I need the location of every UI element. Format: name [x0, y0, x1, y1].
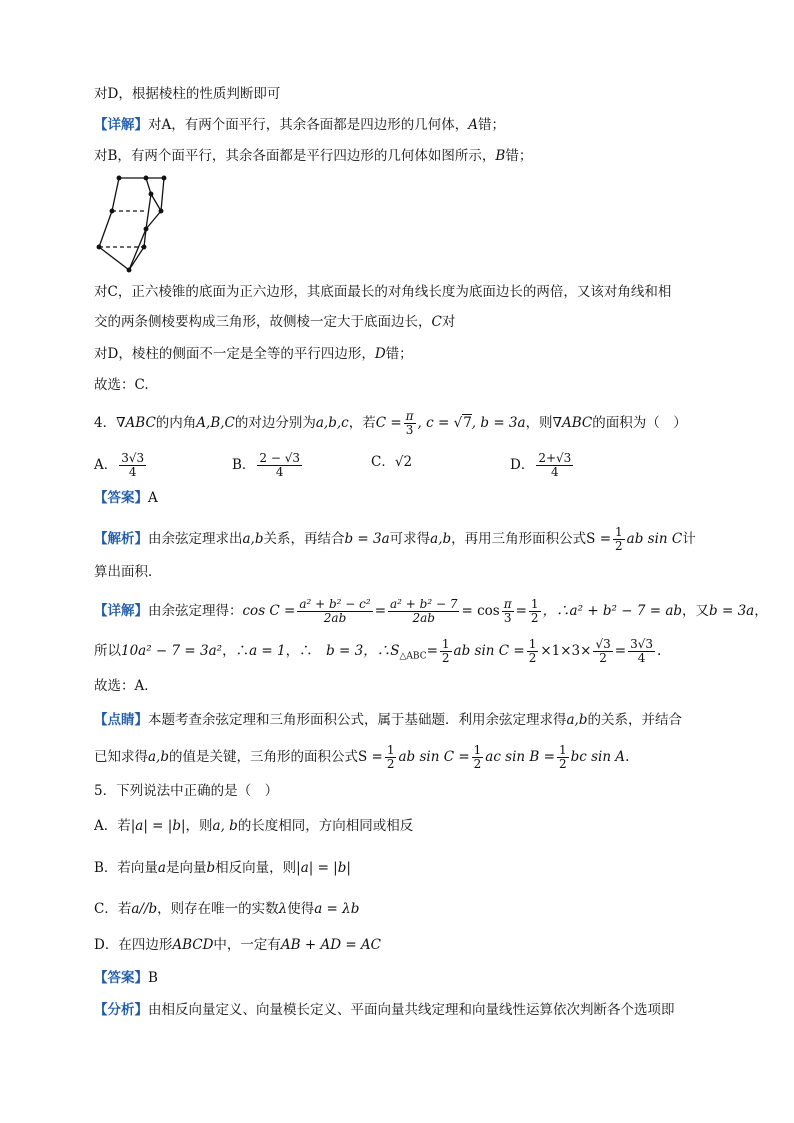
text: 关系，再结合 — [263, 531, 345, 547]
math: a,b — [430, 531, 452, 547]
text: 由相反向量定义、向量模长定义、平面向量共线定理和向量线性运算依次判断各个选项即 — [148, 1002, 675, 1018]
text: 所以 — [94, 643, 121, 659]
text: 中，一定有 — [213, 937, 281, 953]
numerator: 2+√3 — [538, 451, 572, 465]
math: b = 3 — [326, 643, 364, 659]
q5-option-c[interactable] — [94, 899, 359, 919]
fraction — [593, 638, 612, 665]
text: ，∴ — [222, 643, 250, 659]
numerator: a² + b² − c² — [299, 597, 371, 611]
text: ， — [754, 603, 768, 619]
text: ，则存在唯一的实数 — [157, 901, 279, 917]
fraction — [440, 638, 452, 665]
denominator: 2 — [473, 757, 482, 771]
denominator: 4 — [637, 651, 646, 665]
math: C — [431, 314, 442, 330]
text: 算出面积． — [94, 564, 162, 580]
math: . — [656, 643, 662, 659]
numerator: 1 — [473, 743, 482, 757]
fraction — [388, 598, 459, 625]
math: a,b — [148, 749, 169, 765]
fraction — [257, 452, 302, 479]
text: 是向量 — [165, 860, 207, 876]
numerator: a² + b² − 7 — [390, 597, 458, 611]
math: b = 3a — [344, 531, 390, 547]
text: ，∴ — [285, 643, 327, 659]
q5-stem — [94, 781, 278, 801]
numerator: √3 — [595, 637, 611, 651]
line-c-2 — [94, 312, 455, 332]
text: 5．下列说法中正确的是（ ） — [94, 783, 279, 799]
text: 错； — [385, 346, 413, 362]
text: 对 — [441, 314, 456, 330]
text: 由余弦定理得： — [148, 603, 243, 619]
numerator: 1 — [386, 743, 395, 757]
option-label: D． — [510, 457, 535, 473]
answer-value: A — [148, 490, 158, 506]
text: A．若 — [94, 818, 131, 834]
option-label: B． — [232, 457, 256, 473]
text: 的长度相同，方向相同或相反 — [237, 818, 414, 834]
text: 使得 — [287, 901, 315, 917]
fraction — [502, 598, 514, 625]
denominator: 2ab — [412, 611, 435, 625]
q4-comment-1 — [94, 710, 682, 730]
q4-comment-2 — [94, 744, 629, 771]
text: 错； — [478, 117, 505, 133]
choice-line — [94, 375, 149, 395]
q5-analysis — [94, 1000, 675, 1020]
math: ab sin C = — [398, 749, 470, 765]
text: 错； — [505, 148, 533, 164]
math: = — [374, 603, 387, 619]
denominator: 2 — [615, 539, 623, 553]
numerator: 2 − √3 — [259, 451, 301, 465]
text: D．在四边形 — [94, 937, 173, 953]
text: 故选：C. — [94, 377, 149, 393]
numerator: 1 — [530, 597, 539, 611]
text: 相反向量，则 — [215, 860, 297, 876]
fraction — [529, 598, 541, 625]
numerator: 3√3 — [121, 451, 145, 465]
numerator: 1 — [615, 525, 623, 539]
q4-stem: 4．∇ABC的内角A,B,C的对边分别为a,b,c，若C = $\frac{\pi}{3}$ , c = √7, b = 3a，则∇ABC的面积为（ ） — [94, 409, 687, 437]
q4-detail-2 — [94, 638, 661, 667]
math: D — [374, 346, 386, 362]
analysis-tag: 【解析】 — [94, 531, 148, 547]
math: B — [495, 148, 506, 164]
math: ab sin C = — [453, 643, 525, 659]
option-value: √2 — [394, 454, 413, 470]
math: bc sin A — [570, 749, 626, 765]
math: C = — [375, 415, 402, 431]
text: C．若 — [94, 901, 132, 917]
math: ，∴a² + b² − 7 = ab — [542, 603, 683, 619]
math: b = 3a — [709, 603, 755, 619]
line-c-1 — [94, 282, 671, 302]
q5-option-a[interactable] — [94, 816, 413, 836]
comment-tag: 【点睛】 — [94, 712, 148, 728]
text: 故选：A． — [94, 678, 158, 694]
fraction — [472, 744, 484, 771]
math: a = 1 — [249, 643, 286, 659]
math: = — [614, 643, 627, 659]
text: ，又 — [682, 603, 710, 619]
q5-answer — [94, 968, 158, 988]
math: = — [426, 643, 438, 659]
detail-line-a — [94, 115, 505, 135]
answer-value: B — [148, 970, 158, 986]
fraction — [628, 638, 655, 665]
numerator: π — [405, 409, 414, 423]
fraction — [297, 598, 372, 625]
q4-choice — [94, 676, 158, 696]
prism-figure — [94, 172, 174, 274]
text: 对D，棱柱的侧面不一定是全等的平行四边形， — [94, 346, 375, 362]
text: 本题考查余弦定理和三角形面积公式，属于基础题．利用余弦定理求得 — [148, 712, 567, 728]
denominator: 4 — [128, 465, 137, 479]
denominator: 2ab — [323, 611, 347, 625]
q4-answer — [94, 488, 158, 508]
q4-detail-1 — [94, 598, 768, 625]
denominator: 2 — [558, 757, 567, 771]
q4-analysis-2 — [94, 562, 162, 582]
math: cos C = — [242, 603, 296, 619]
math: ABCD — [172, 937, 214, 953]
fraction — [613, 526, 625, 553]
fraction — [404, 410, 416, 437]
fraction — [557, 744, 569, 771]
math: ab sin C — [626, 531, 683, 547]
math: , c = — [417, 415, 450, 431]
denominator: 2 — [441, 651, 450, 665]
detail-tag: 【详解】 — [94, 603, 148, 619]
denominator: 4 — [551, 465, 559, 479]
denominator: 2 — [599, 651, 607, 665]
q5-option-d[interactable] — [94, 935, 381, 955]
text: 对A，有两个面平行，其余各面都是四边形的几何体， — [148, 117, 469, 133]
q-number: 4． — [94, 415, 117, 431]
math: AB + AD = AC — [280, 937, 382, 953]
math: S = — [586, 531, 612, 547]
denominator: 3 — [405, 423, 414, 437]
denominator: 4 — [275, 465, 284, 479]
subscript: △ABC — [399, 651, 427, 662]
analysis-tag: 【分析】 — [94, 1002, 148, 1018]
numerator: π — [503, 597, 512, 611]
math: λ — [278, 901, 288, 917]
math: |a| = |b| — [130, 818, 186, 834]
math: = — [515, 603, 527, 619]
text: 由余弦定理求出 — [148, 531, 243, 547]
text: 对C，正六棱锥的底面为正六边形，其底面最长的对角线长度为底面边长的两倍，又该对角线和相 — [94, 284, 672, 300]
text: 对B，有两个面平行，其余各面都是平行四边形的几何体如图所示， — [94, 148, 496, 164]
text: 对D，根据棱柱的性质判断即可 — [94, 86, 281, 102]
math: ∇ABC — [552, 415, 593, 431]
math: a,b — [566, 712, 588, 728]
numerator: 1 — [528, 637, 537, 651]
fraction — [536, 452, 573, 479]
text: 已知求得 — [94, 749, 148, 765]
denominator: 3 — [503, 611, 512, 625]
denominator: 2 — [530, 611, 539, 625]
q4-option-a[interactable] — [94, 452, 148, 479]
q4-option-c[interactable] — [371, 452, 412, 472]
math: a,b — [242, 531, 264, 547]
math: |a| = |b| — [296, 860, 351, 876]
detail-tag: 【详解】 — [94, 117, 148, 133]
q5-option-b[interactable] — [94, 858, 351, 878]
math: A,B,C — [196, 415, 235, 431]
text: ，若 — [348, 415, 376, 431]
denominator: 2 — [528, 651, 537, 665]
math: a,b,c — [315, 415, 349, 431]
numerator: 1 — [441, 637, 450, 651]
math: b — [206, 860, 216, 876]
math: a//b — [131, 901, 158, 917]
text: 的关系，并结合 — [587, 712, 682, 728]
math: ×1×3× — [540, 643, 592, 659]
text: B．若向量 — [94, 860, 158, 876]
math: ac sin B = — [485, 749, 555, 765]
fraction — [119, 452, 146, 479]
answer-tag: 【答案】 — [94, 490, 148, 506]
detail-line-b — [94, 146, 532, 166]
option-label: A． — [94, 457, 118, 473]
math: a, b — [212, 818, 238, 834]
math: ∇ABC — [116, 415, 156, 431]
radicand: 7 — [463, 415, 472, 431]
math: = cos — [461, 603, 500, 619]
text: 的面积为（ ） — [592, 415, 687, 431]
math: , b = 3a — [471, 415, 526, 431]
text: ，则 — [525, 415, 553, 431]
math: A — [468, 117, 478, 133]
math: a — [157, 860, 166, 876]
text: 可求得 — [389, 531, 431, 547]
text: 的内角 — [155, 415, 197, 431]
numerator: 1 — [558, 743, 567, 757]
q4-analysis-1 — [94, 526, 696, 553]
fraction — [385, 744, 397, 771]
answer-tag: 【答案】 — [94, 970, 148, 986]
line-d — [94, 344, 413, 364]
line-judge-d — [94, 84, 280, 104]
math: a = λb — [314, 901, 360, 917]
text: 的对边分别为 — [234, 415, 316, 431]
math: . — [625, 749, 630, 765]
text: ，则 — [185, 818, 213, 834]
q4-option-d[interactable] — [510, 452, 575, 479]
denominator: 2 — [386, 757, 395, 771]
math: 10a² − 7 = 3a² — [121, 643, 223, 659]
text: 交的两条侧棱要构成三角形，故侧棱一定大于底面边长， — [94, 314, 432, 330]
text: 计 — [682, 531, 696, 547]
text: 的值是关键，三角形的面积公式 — [168, 749, 358, 765]
text: ，再用三角形面积公式 — [451, 531, 587, 547]
math: S = — [357, 749, 383, 765]
math: ，∴S — [363, 643, 400, 659]
option-label: C． — [371, 454, 395, 470]
numerator: 3√3 — [630, 637, 653, 651]
fraction — [527, 638, 539, 665]
q4-option-b[interactable] — [232, 452, 304, 479]
